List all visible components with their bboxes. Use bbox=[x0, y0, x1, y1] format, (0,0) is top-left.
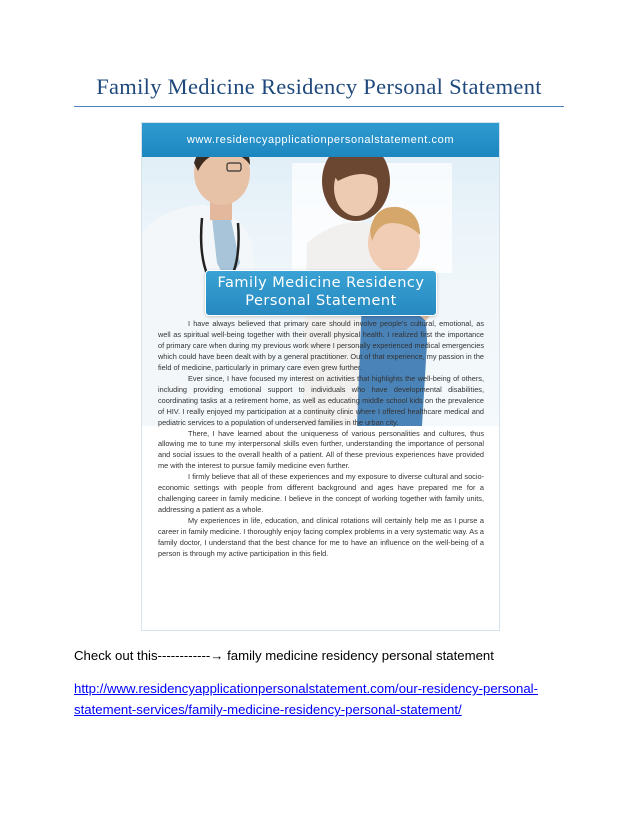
checkout-text: family medicine residency personal statement bbox=[223, 648, 494, 663]
link-line1[interactable]: http://www.residencyapplicationpersonalstatement.com/our-residency-personal- bbox=[74, 681, 538, 696]
poster-image bbox=[141, 122, 500, 631]
statement-paragraph: My experiences in life, education, and clinical rotations will certainly help me as I purse a career in family medicine. I thoroughly enjoy facing complex problems in a very systematic way. As a family doctor, I understand that the best chance for me to have an influence on the well-being of a person is through my active participation in this field. bbox=[158, 516, 484, 559]
statement-paragraph: Ever since, I have focused my interest on activities that highlights the well-being of others, including providing emotional support to individuals who have developmental disabilities, coordinating tasks at a retirement home, as well as educating middle school kids on the prevalence of HIV. I really enjoyed my participation at a continuity clinic where I offered healthcare medical and pediatric services to a population of underserved families in the urban city. bbox=[158, 373, 484, 427]
statement-paragraph: I firmly believe that all of these experiences and my exposure to diverse cultural and socio-economic settings with people from different background and ages have prepared me for a challenging career in family medicine. I believe in the concept of working together with family units, addressing a patient as a whole. bbox=[158, 472, 484, 515]
page-title: Family Medicine Residency Personal Statement bbox=[96, 74, 542, 99]
statement-link[interactable] bbox=[74, 678, 574, 720]
arrow-icon: → bbox=[210, 648, 224, 663]
poster-title-line2: Personal Statement bbox=[245, 293, 397, 309]
checkout-line bbox=[74, 648, 574, 663]
poster-statement-text bbox=[158, 319, 484, 560]
poster-title-banner bbox=[205, 270, 437, 316]
checkout-prefix: Check out this------------ bbox=[74, 648, 211, 663]
title-underline bbox=[74, 106, 564, 107]
poster-url-banner: www.residencyapplicationpersonalstatement.com bbox=[142, 123, 499, 157]
poster-title-line1: Family Medicine Residency bbox=[217, 275, 425, 291]
statement-paragraph: I have always believed that primary care should involve people's cultural, emotional, as well as spiritual well-being together with their overall physical health. I realized first the importance of primary care when during my previous work where I personally experienced medical emergencies which could have been dealt with by a general practitioner. Out of that experience, my passion in the field of medicine, particularly in primary care even grew further. bbox=[158, 319, 484, 372]
link-line2[interactable]: statement-services/family-medicine-residency-personal-statement/ bbox=[74, 702, 462, 717]
statement-paragraph: There, I have learned about the uniqueness of various personalities and cultures, thus allowing me to tune my interpersonal skills even further, understanding the importance of personal and social issues to the overall health of a patient. All of these previous experiences have provided me with the interest to pursue family medicine even further. bbox=[158, 428, 484, 471]
